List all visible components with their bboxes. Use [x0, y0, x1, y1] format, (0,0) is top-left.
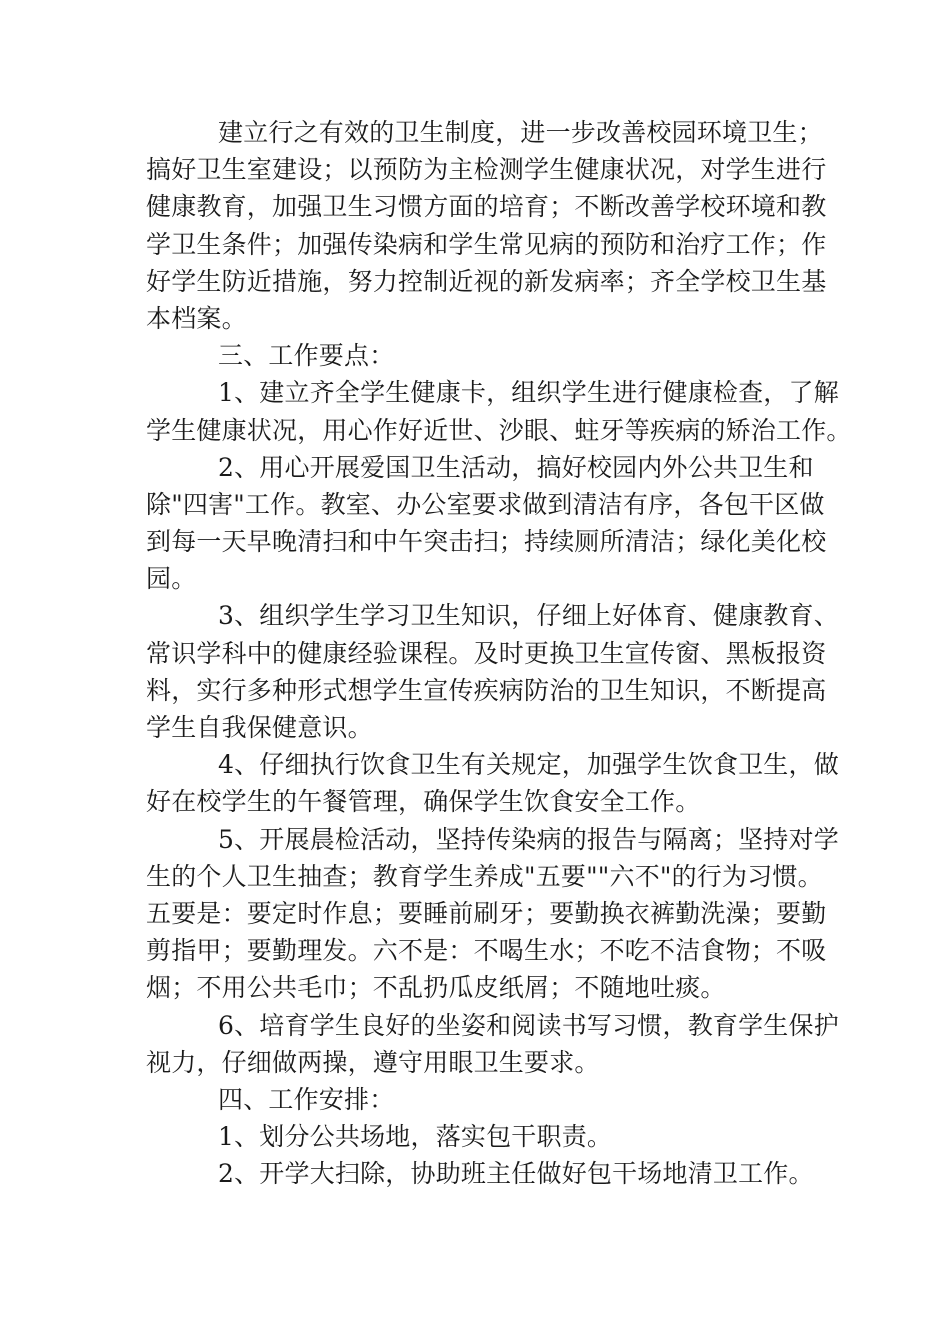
- text-line: 好在校学生的午餐管理，确保学生饮食安全工作。: [146, 787, 701, 817]
- text-line: 3、组织学生学习卫生知识，仔细上好体育、健康教育、: [218, 601, 839, 631]
- text-line: 视力，仔细做两操，遵守用眼卫生要求。: [146, 1047, 600, 1077]
- text-line: 本档案。: [146, 303, 247, 333]
- text-line: 学卫生条件；加强传染病和学生常见病的预防和治疗工作；作: [146, 229, 827, 259]
- text-line: 料，实行多种形式想学生宣传疾病防治的卫生知识，不断提高: [146, 675, 827, 705]
- text-line: 学生自我保健意识。: [146, 713, 373, 742]
- section-heading: 四、工作安排：: [218, 1084, 395, 1114]
- text-line: 学生健康状况，用心作好近世、沙眼、蛀牙等疾病的矫治工作。: [146, 415, 852, 445]
- text-line: 5、开展晨检活动，坚持传染病的报告与隔离；坚持对学: [218, 824, 839, 854]
- document-body: [146, 114, 852, 1192]
- text-line: 健康教育，加强卫生习惯方面的培育；不断改善学校环境和教: [146, 192, 827, 222]
- text-line: 好学生防近措施，努力控制近视的新发病率；齐全学校卫生基: [146, 266, 827, 296]
- text-line: 剪指甲；要勤理发。六不是：不喝生水；不吃不洁食物；不吸: [146, 936, 827, 966]
- text-line: 到每一天早晚清扫和中午突击扫；持续厕所清洁；绿化美化校: [146, 527, 827, 557]
- text-line: 1、划分公共场地，落实包干职责。: [218, 1122, 613, 1152]
- text-line: 常识学科中的健康经验课程。及时更换卫生宣传窗、黑板报资: [146, 638, 827, 668]
- text-line: 2、开学大扫除，协助班主任做好包干场地清卫工作。: [218, 1159, 814, 1189]
- text-line: 烟；不用公共毛巾；不乱扔瓜皮纸屑；不随地吐痰。: [146, 973, 726, 1003]
- text-line: 除"四害"工作。教室、办公室要求做到清洁有序，各包干区做: [146, 489, 825, 519]
- text-line: 建立行之有效的卫生制度，进一步改善校园环境卫生；: [218, 118, 823, 147]
- text-line: 4、仔细执行饮食卫生有关规定，加强学生饮食卫生，做: [218, 750, 839, 780]
- text-line: 2、用心开展爱国卫生活动，搞好校园内外公共卫生和: [218, 452, 814, 482]
- text-line: 园。: [146, 564, 197, 594]
- text-line: 五要是：要定时作息；要睡前刷牙；要勤换衣裤勤洗澡；要勤: [146, 898, 827, 928]
- section-heading: 三、工作要点：: [218, 341, 395, 371]
- text-line: 6、培育学生良好的坐姿和阅读书写习惯，教育学生保护: [218, 1010, 839, 1040]
- text-line: 搞好卫生室建设；以预防为主检测学生健康状况，对学生进行: [146, 155, 827, 185]
- text-line: 1、建立齐全学生健康卡，组织学生进行健康检查，了解: [218, 378, 839, 408]
- text-line: 生的个人卫生抽查；教育学生养成"五要""六不"的行为习惯。: [146, 861, 823, 891]
